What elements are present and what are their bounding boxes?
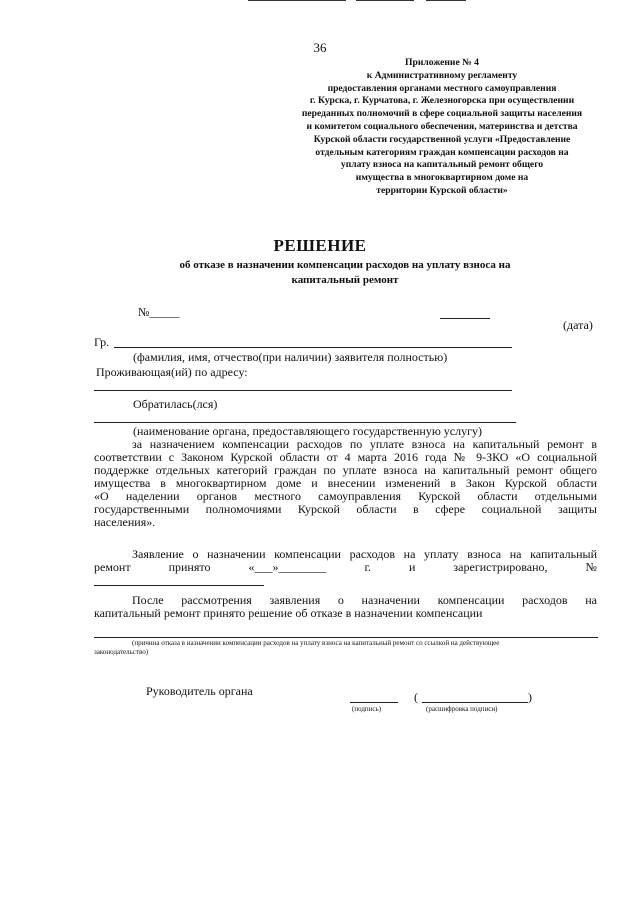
registration-number-line[interactable]: [94, 585, 264, 586]
organization-field-line[interactable]: [94, 422, 516, 423]
decryption-close-paren: ): [528, 690, 532, 704]
signature-caption: (подпись): [352, 705, 382, 713]
purpose-line: имущества в многоквартирном доме и внесении изменений в Закон Курской области: [94, 476, 597, 490]
appendix-line: уплату взноса на капитальный ремонт общего: [340, 159, 544, 171]
decryption-open-paren: (: [414, 690, 418, 704]
head-label: Руководитель органа: [146, 684, 253, 698]
decryption-line[interactable]: [422, 702, 528, 703]
page-number: 36: [313, 40, 327, 55]
reason-field-line[interactable]: [94, 637, 598, 638]
document-title: РЕШЕНИЕ: [273, 236, 367, 255]
application-line: ремонт принято «___»________ г. и зарегистрировано, №: [94, 560, 597, 574]
address-label: Проживающая(ий) по адресу:: [96, 365, 248, 379]
citizen-label: Гр.: [94, 335, 110, 349]
appendix-header: [232, 57, 640, 198]
document-subtitle: [110, 258, 580, 288]
appendix-line: имущества в многоквартирном доме на: [355, 172, 529, 184]
decryption-caption: (расшифровка подписи): [426, 705, 498, 713]
citizen-name-field[interactable]: [114, 347, 512, 348]
purpose-line: государственными полномочиями Курской области в сфере социальной защиты: [94, 502, 597, 516]
appendix-line: и комитетом социального обеспечения, материнства и детства: [306, 120, 578, 132]
reason-caption: (причина отказа в назначении компенсации расходов на уплату взноса на капитальный ремонт со ссылкой на действующее: [132, 639, 500, 647]
purpose-line: соответствии с Законом Курской области от 4 марта 2016 года № 9-ЗКО «О социальной: [94, 450, 597, 464]
appendix-line: г. Курска, г. Курчатова, г. Железногорска при осуществлении: [309, 95, 575, 107]
reason-caption: законодательство): [94, 648, 149, 656]
decision-paragraph: [94, 594, 597, 620]
organization-caption: (наименование органа, предоставляющего государственную услугу): [133, 424, 483, 438]
top-rule: [426, 0, 466, 1]
appendix-line: Приложение № 4: [405, 57, 479, 68]
top-rule: [356, 0, 414, 1]
appendix-line: отдельным категориям граждан компенсации расходов на: [315, 146, 569, 158]
appendix-line: Курской области государственной услуги «Предоставление: [313, 133, 571, 145]
application-paragraph: [94, 548, 597, 574]
application-line: Заявление о назначении компенсации расходов на уплату взноса на капитальный: [132, 547, 597, 561]
purpose-line: населения».: [94, 515, 156, 529]
date-label: (дата): [563, 318, 593, 332]
address-field-line[interactable]: [94, 390, 512, 391]
purpose-line: за назначением компенсации расходов по уплате взноса на капитальный ремонт в: [132, 437, 597, 451]
decision-line: После рассмотрения заявления о назначении компенсации расходов на: [132, 593, 597, 607]
subtitle-line: капитальный ремонт: [291, 274, 399, 286]
appendix-line: переданных полномочий в сфере социальной защиты населения: [301, 108, 583, 120]
purpose-line: поддержке отдельных категорий граждан по уплате взноса на капитальный ремонт общего: [94, 463, 597, 477]
appendix-line: к Административному регламенту: [366, 69, 518, 81]
purpose-line: «О наделении органов местного самоуправления Курской области отдельными: [94, 489, 597, 503]
signature-line[interactable]: [350, 702, 398, 703]
fio-caption: (фамилия, имя, отчество(при наличии) заявителя полностью): [133, 350, 448, 364]
appendix-line: предоставления органами местного самоуправления: [327, 82, 557, 94]
purpose-paragraph: [94, 438, 597, 529]
top-rule: [248, 0, 346, 1]
decision-line: капитальный ремонт принято решение об отказе в назначении компенсации: [94, 606, 483, 620]
subtitle-line: об отказе в назначении компенсации расходов на уплату взноса на: [179, 259, 511, 271]
date-field-line[interactable]: [440, 318, 490, 319]
appendix-line: территории Курской области»: [376, 184, 508, 196]
decision-number-field[interactable]: №_____: [138, 305, 180, 319]
applied-label: Обратилась(лся): [133, 397, 218, 411]
